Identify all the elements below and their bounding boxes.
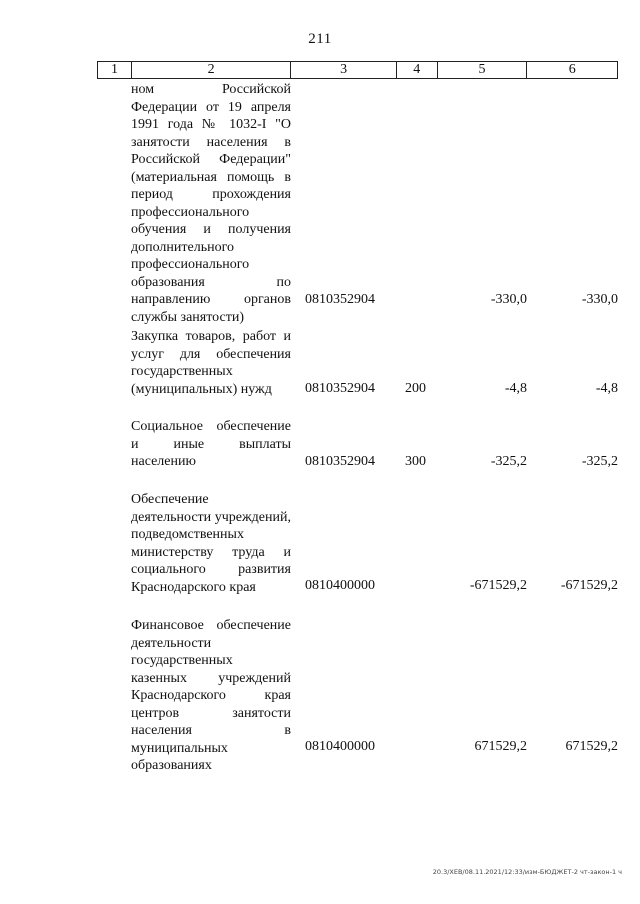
row-amount-col6: -325,2 xyxy=(581,454,618,469)
row-code: 0810352904 xyxy=(305,454,375,469)
row-description: Финансовое обеспечение деятельности государственных казенных учреждений Краснодарского края центров занятости населения в муниципальных образованиях xyxy=(131,618,291,773)
row-amount-col6: -330,0 xyxy=(581,292,618,307)
footer-stamp: 20.3/ХЕВ/08.11.2021/12:33/изм-БЮДЖЕТ-2 чт-закон-1 ч xyxy=(432,868,622,876)
row-amount-col6: -4,8 xyxy=(595,381,618,396)
row-code: 0810352904 xyxy=(305,381,375,396)
row-description: Социальное обеспечение и иные выплаты населению xyxy=(131,419,291,469)
row-amount-col5: 671529,2 xyxy=(474,739,527,754)
row-amount-col6: -671529,2 xyxy=(560,578,618,593)
row-amount-col5: -4,8 xyxy=(504,381,527,396)
row-amount-col6: 671529,2 xyxy=(565,739,618,754)
row-description: Обеспечение деятельности учреждений, подведомственных министерству труда и социального развития Краснодарского края xyxy=(131,492,291,595)
column-header-2: 2 xyxy=(132,62,291,78)
row-description: Закупка товаров, работ и услуг для обеспечения государственных (муниципальных) нужд xyxy=(131,329,291,397)
column-header-5: 5 xyxy=(438,62,528,78)
row-amount-col5: -671529,2 xyxy=(469,578,527,593)
column-header-1: 1 xyxy=(98,62,132,78)
table-header xyxy=(97,61,618,79)
row-amount-col5: -330,0 xyxy=(490,292,527,307)
row-code: 0810400000 xyxy=(305,739,375,754)
column-header-6: 6 xyxy=(568,62,576,77)
column-header-4: 4 xyxy=(397,62,438,78)
column-header-3: 3 xyxy=(291,62,397,78)
row-description: ном Российской Федерации от 19 апреля 1991 года № 1032-I "О занятости населения в Российской Федерации" (материальная помощь в период прохождения профессионального обучения и получения дополнительного профессионального образования по направлению органов службы занятости) xyxy=(131,82,291,325)
row-code: 0810352904 xyxy=(305,292,375,307)
row-code: 0810400000 xyxy=(305,578,375,593)
row-amount-col5: -325,2 xyxy=(490,454,527,469)
row-type: 200 xyxy=(405,381,426,396)
row-type: 300 xyxy=(405,454,426,469)
page-number: 211 xyxy=(308,31,332,47)
